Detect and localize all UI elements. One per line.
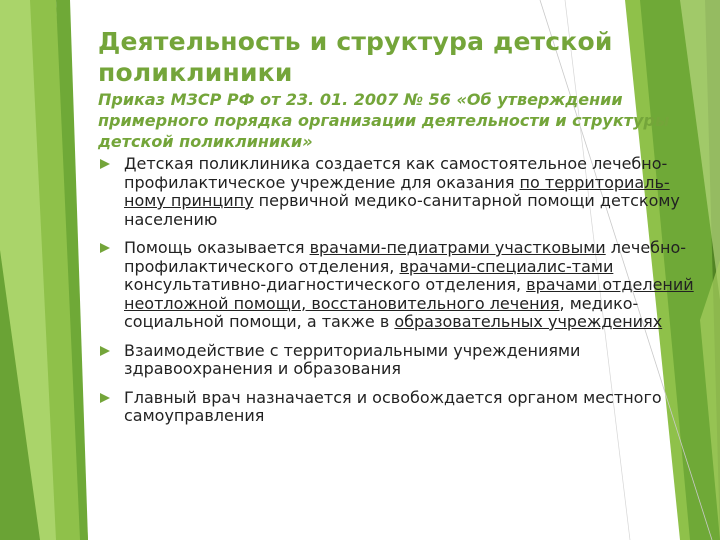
list-item (98, 342, 703, 379)
slide-title: Деятельность и структура детской поликлиники (98, 27, 613, 87)
list-item (98, 389, 703, 426)
bullet-list (98, 155, 703, 426)
bullet-text: Детская поликлиника создается как самостоятельное лечебно-профилактическое учреждение для оказания (124, 154, 668, 192)
bullet-text: Главный врач назначается и освобождается органом местного самоуправления (124, 387, 662, 425)
bullet-text: Взаимодействие с территориальными учреждениями здравоохранения и образования (124, 340, 581, 378)
bullet-text: консультативно-диагностического отделения, (124, 275, 527, 294)
list-item (98, 155, 703, 229)
bullet-arrow-icon (100, 159, 110, 169)
underlined-phrase: образовательных учреждениях (394, 312, 663, 331)
bullet-text: Помощь оказывается (124, 238, 310, 257)
bullet-text: лечебно-профилактического отделения, (124, 238, 687, 276)
list-item (98, 239, 703, 332)
slide-subtitle: Приказ МЗСР РФ от 23. 01. 2007 № 56 «Об утверждении примерного порядка организации деятельности и структуры детской поликлиники» (98, 90, 670, 151)
bullet-arrow-icon (100, 393, 110, 403)
underlined-phrase: по территориаль-ному принципу (124, 172, 670, 210)
underlined-phrase: врачами отделений неотложной помощи, восстановительного лечения (124, 275, 694, 313)
bullet-arrow-icon (100, 243, 110, 253)
underlined-phrase: врачами-специалис-тами (399, 256, 614, 276)
bullet-text: , медико-социальной помощи, а также в (124, 293, 639, 331)
bullet-text: первичной медико-санитарной помощи детскому населению (124, 191, 680, 229)
bullet-arrow-icon (100, 346, 110, 356)
underlined-phrase: врачами-педиатрами участковыми (309, 238, 606, 257)
